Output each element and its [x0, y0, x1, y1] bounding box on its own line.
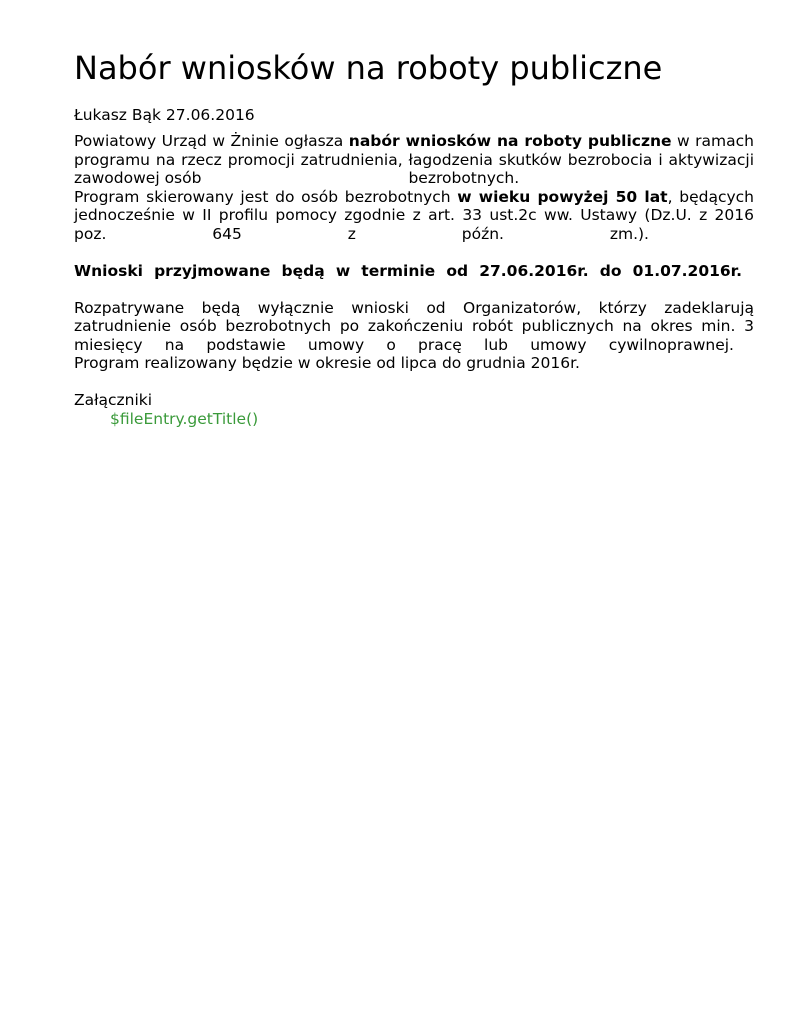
program-word: zm.).: [609, 224, 649, 243]
intro-line: [74, 169, 754, 188]
program-bold: w wieku powyżej 50 lat: [457, 187, 668, 206]
conditions-paragraph: [74, 299, 754, 373]
program-line: [74, 225, 649, 244]
spacer: [74, 280, 754, 299]
page-title: Nabór wniosków na roboty publiczne: [74, 49, 663, 87]
author: Łukasz Bąk: [74, 106, 161, 124]
attachments-label: Załączniki: [74, 390, 153, 409]
program-text: , będących: [667, 187, 754, 206]
program-text: Program skierowany jest do osób bezrobotnych: [74, 187, 458, 206]
intro-line: [74, 132, 754, 151]
intro-text: w ramach: [671, 132, 754, 150]
deadline-paragraph: [74, 262, 754, 281]
intro-text: bezrobotnych.: [408, 169, 520, 187]
intro-line: programu na rzecz promocji zatrudnienia, łagodzenia skutków bezrobocia i aktywizacji: [74, 150, 754, 169]
program-word: późn.: [461, 224, 504, 243]
publish-date: 27.06.2016: [165, 106, 255, 124]
program-word: 645: [212, 224, 242, 243]
intro-paragraph: [74, 132, 754, 243]
conditions-line: miesięcy na podstawie umowy o pracę lub umowy cywilnoprawnej.: [74, 335, 734, 354]
spacer: [74, 243, 754, 262]
conditions-line: Program realizowany będzie w okresie od lipca do grudnia 2016r.: [74, 354, 580, 372]
program-line: [74, 188, 754, 207]
program-word: z: [347, 224, 356, 243]
article-meta: [74, 105, 754, 125]
program-word: poz.: [74, 224, 107, 243]
program-line: jednocześnie w II profilu pomocy zgodnie z art. 33 ust.2c ww. Ustawy (Dz.U. z 2016: [74, 206, 754, 224]
conditions-line: Rozpatrywane będą wyłącznie wnioski od Organizatorów, którzy zadeklarują: [74, 298, 754, 317]
article: [74, 48, 754, 429]
intro-text: Powiatowy Urząd w Żninie ogłasza: [74, 132, 349, 150]
deadline-text: Wnioski przyjmowane będą w terminie od 27.06.2016r. do 01.07.2016r.: [74, 261, 742, 280]
intro-bold: nabór wniosków na roboty publiczne: [348, 132, 672, 150]
attachment-link[interactable]: $fileEntry.getTitle(): [110, 410, 259, 428]
conditions-line: zatrudnienie osób bezrobotnych po zakończeniu robót publicznych na okres min. 3: [74, 317, 754, 335]
intro-text: zawodowej osób: [74, 169, 202, 187]
